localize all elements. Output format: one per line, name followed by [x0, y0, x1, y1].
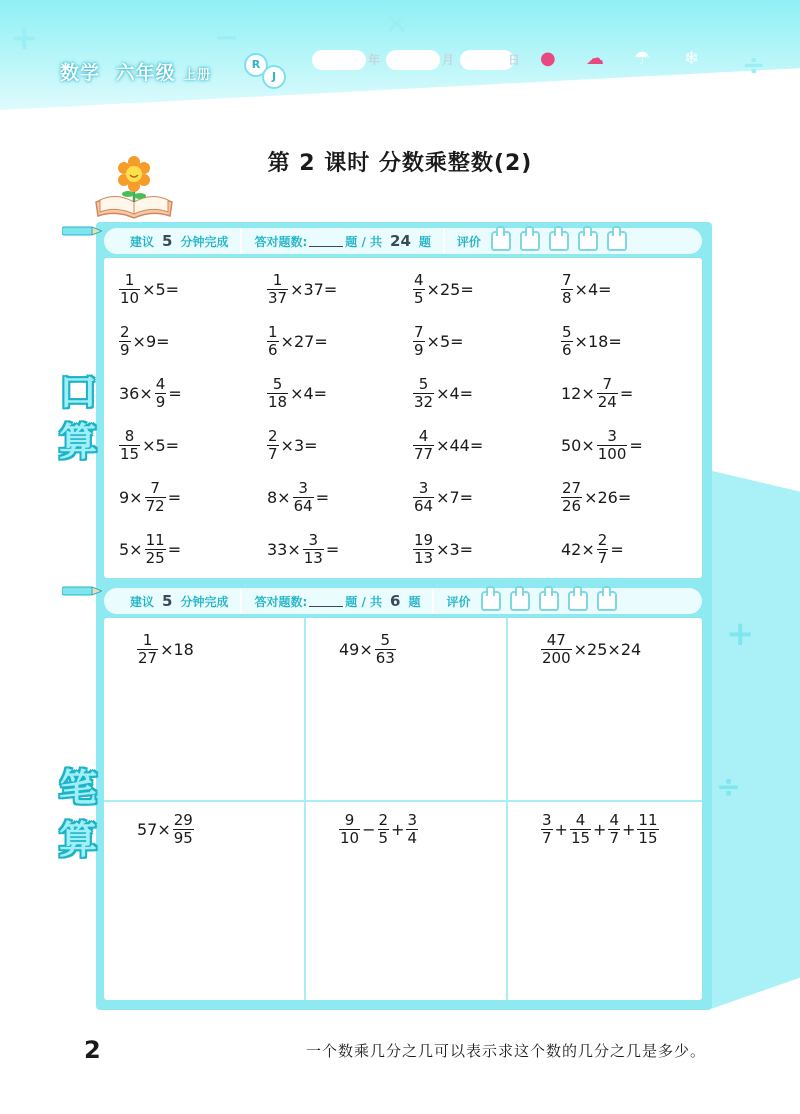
denominator: 7: [542, 829, 552, 847]
oral-info-bar: [104, 228, 702, 254]
rating-label: 评价: [456, 234, 481, 249]
fraction: [413, 376, 434, 411]
denominator: 77: [414, 445, 434, 463]
math-expression: [118, 272, 180, 307]
fraction: [413, 272, 425, 307]
denominator: 18: [268, 393, 288, 411]
fraction: [145, 532, 166, 567]
math-expression: [412, 428, 484, 463]
numerator: 1: [124, 271, 135, 289]
fraction: [597, 428, 628, 463]
operator-text: ×4=: [290, 384, 328, 403]
math-expression: [266, 480, 330, 515]
written-side-char-2: 算: [58, 818, 97, 862]
total-unit: 题: [418, 234, 431, 249]
rating-label: 评价: [446, 594, 471, 609]
denominator: 32: [414, 393, 434, 411]
fraction: [541, 632, 572, 667]
pencil-icon: [62, 224, 102, 238]
thumb-icon[interactable]: [597, 591, 617, 611]
written-rating: [434, 588, 628, 614]
oral-rating: [445, 228, 639, 254]
operator-text: =: [315, 488, 330, 507]
numerator: 7: [414, 323, 424, 341]
denominator: 72: [145, 497, 165, 515]
math-expression: [338, 812, 419, 847]
numerator: 5: [418, 375, 429, 393]
numerator: 3: [607, 427, 617, 445]
suggest-label: 建议: [130, 234, 155, 249]
denominator: 100: [597, 445, 627, 463]
denominator: 64: [414, 497, 434, 515]
math-expression: [118, 376, 183, 411]
numerator: 2: [120, 323, 130, 341]
math-expression: [118, 480, 182, 515]
plus-deco-icon-2: +: [726, 614, 755, 654]
year-field[interactable]: [312, 50, 366, 70]
fraction: [541, 812, 553, 847]
partly-cloudy-icon[interactable]: ☁: [586, 48, 604, 69]
operator-text: 50×: [561, 436, 595, 455]
fraction: [173, 812, 194, 847]
total-count: 6: [390, 592, 401, 610]
denominator: 9: [155, 393, 166, 411]
numerator: 2: [597, 531, 608, 549]
math-expression: [560, 324, 623, 359]
snow-icon[interactable]: ❄: [684, 48, 700, 69]
operator-text: 5×: [119, 540, 143, 559]
operator-text: 8×: [267, 488, 291, 507]
operator-text: 9×: [119, 488, 143, 507]
math-expression: [266, 428, 319, 463]
denominator: 25: [145, 549, 165, 567]
math-expression: [338, 632, 397, 667]
numerator: 4: [414, 271, 424, 289]
fraction: [406, 812, 418, 847]
math-expression: [266, 272, 338, 307]
fraction: [119, 324, 131, 359]
total-label: 题 / 共: [345, 594, 383, 609]
month-field[interactable]: [386, 50, 440, 70]
numerator: 7: [562, 271, 572, 289]
fraction: [561, 480, 582, 515]
suggest-label: 建议: [130, 594, 155, 609]
math-expression: [412, 376, 474, 411]
operator-text: 42×: [561, 540, 595, 559]
numerator: 1: [268, 323, 278, 341]
math-expression: [118, 532, 182, 567]
grade-label: 六年级: [115, 62, 176, 84]
operator-text: ×4=: [436, 384, 474, 403]
denominator: 7: [609, 829, 619, 847]
numerator: 19: [414, 531, 434, 549]
numerator: 3: [308, 531, 319, 549]
page-number: 2: [84, 1036, 101, 1064]
fraction: [413, 532, 434, 567]
flower-book-icon: [92, 156, 176, 222]
denominator: 10: [120, 289, 140, 307]
math-expression: [266, 376, 328, 411]
operator-text: =: [610, 540, 624, 559]
math-expression: [412, 480, 474, 515]
denominator: 64: [293, 497, 313, 515]
fraction: [267, 324, 279, 359]
denominator: 200: [542, 649, 571, 667]
math-expression: [540, 632, 642, 667]
numerator: 3: [298, 479, 308, 497]
numerator: 3: [407, 811, 417, 829]
denominator: 6: [562, 341, 572, 359]
fraction: [637, 812, 658, 847]
badge-r: R: [246, 55, 266, 75]
rain-icon[interactable]: ☂: [634, 48, 651, 69]
numerator: 2: [378, 811, 389, 829]
written-time-suggestion: [104, 588, 242, 614]
numerator: 11: [145, 531, 165, 549]
grid-divider: [304, 618, 306, 1000]
operator-text: ×27=: [280, 332, 328, 351]
numerator: 27: [562, 479, 582, 497]
correct-label: 答对题数:: [254, 594, 308, 609]
fraction: [413, 480, 434, 515]
denominator: 27: [138, 649, 158, 667]
operator-text: =: [168, 384, 182, 403]
fraction: [561, 324, 573, 359]
written-side-char-1: 笔: [58, 766, 97, 810]
denominator: 10: [340, 829, 360, 847]
fraction: [119, 272, 140, 307]
fraction: [608, 812, 620, 847]
written-score: [242, 588, 434, 614]
denominator: 7: [268, 445, 278, 463]
operator-text: ×7=: [436, 488, 474, 507]
math-expression: [136, 632, 195, 667]
divide-deco-icon: ÷: [742, 48, 766, 81]
math-expression: [412, 532, 474, 567]
correct-count-field[interactable]: [309, 236, 343, 247]
operator-text: =: [325, 540, 340, 559]
numerator: 1: [272, 271, 283, 289]
operator-text: ×25×24: [573, 640, 642, 659]
numerator: 4: [609, 811, 619, 829]
fraction: [119, 428, 140, 463]
math-expression: [412, 324, 465, 359]
operator-text: +: [593, 820, 607, 839]
operator-text: =: [167, 540, 182, 559]
denominator: 13: [414, 549, 434, 567]
denominator: 24: [597, 393, 617, 411]
fraction: [413, 428, 434, 463]
operator-text: ×37=: [290, 280, 338, 299]
operator-text: ×5=: [426, 332, 464, 351]
lesson-title: 第 2 课时 分数乘整数(2): [267, 151, 533, 176]
numerator: 47: [546, 631, 566, 649]
denominator: 63: [375, 649, 395, 667]
minutes-unit: 分钟完成: [180, 234, 229, 249]
thumb-icon[interactable]: [578, 231, 598, 251]
denominator: 9: [120, 341, 130, 359]
thumb-icon[interactable]: [549, 231, 569, 251]
fraction: [375, 632, 396, 667]
operator-text: ×5=: [142, 436, 180, 455]
numerator: 7: [150, 479, 160, 497]
correct-count-field[interactable]: [309, 596, 343, 607]
total-count: 24: [390, 232, 411, 250]
operator-text: ×9=: [132, 332, 170, 351]
minutes-unit: 分钟完成: [180, 594, 229, 609]
math-expression: [540, 812, 660, 847]
denominator: 13: [303, 549, 323, 567]
oral-side-char-2: 算: [58, 420, 97, 464]
suggest-minutes: 5: [162, 232, 173, 250]
header-title: [60, 58, 211, 85]
numerator: 9: [344, 811, 355, 829]
volume-label: 上册: [183, 68, 212, 83]
operator-text: 57×: [137, 820, 171, 839]
plus-deco-icon: +: [10, 18, 39, 58]
operator-text: ×18: [160, 640, 194, 659]
numerator: 5: [562, 323, 572, 341]
correct-label: 答对题数:: [254, 234, 308, 249]
operator-text: =: [167, 488, 182, 507]
math-expression: [560, 428, 644, 463]
numerator: 4: [418, 427, 429, 445]
operator-text: ×3=: [436, 540, 474, 559]
minus-deco-icon: −: [214, 20, 240, 55]
numerator: 29: [173, 811, 193, 829]
denominator: 15: [120, 445, 140, 463]
fraction: [267, 428, 279, 463]
numerator: 5: [380, 631, 391, 649]
operator-text: ×4=: [574, 280, 612, 299]
denominator: 7: [597, 549, 608, 567]
fraction: [303, 532, 324, 567]
operator-text: 49×: [339, 640, 373, 659]
math-expression: [560, 480, 632, 515]
operator-text: +: [391, 820, 405, 839]
numerator: 3: [418, 479, 429, 497]
fraction: [378, 812, 390, 847]
denominator: 5: [378, 829, 389, 847]
grid-divider: [506, 618, 508, 1000]
day-field[interactable]: [460, 50, 514, 70]
math-expression: [560, 376, 634, 411]
numerator: 7: [602, 375, 613, 393]
operator-text: ×25=: [426, 280, 474, 299]
thumb-icon[interactable]: [491, 231, 511, 251]
math-expression: [560, 532, 625, 567]
operator-text: +: [622, 820, 636, 839]
denominator: 95: [173, 829, 193, 847]
operator-text: 33×: [267, 540, 301, 559]
footer-tip: 一个数乘几分之几可以表示求这个数的几分之几是多少。: [305, 1042, 706, 1060]
denominator: 4: [407, 829, 417, 847]
right-decoration: [700, 470, 800, 1010]
math-expression: [266, 532, 340, 567]
operator-text: =: [629, 436, 643, 455]
thumb-icon[interactable]: [539, 591, 559, 611]
suggest-minutes: 5: [162, 592, 173, 610]
math-expression: [412, 272, 475, 307]
operator-text: ×3=: [280, 436, 318, 455]
fraction: [561, 272, 573, 307]
fraction: [597, 376, 618, 411]
total-label: 题 / 共: [345, 234, 383, 249]
fraction: [293, 480, 314, 515]
numerator: 2: [268, 427, 278, 445]
numerator: 4: [575, 811, 586, 829]
numerator: 1: [142, 631, 153, 649]
math-expression: [118, 324, 171, 359]
thumb-icon[interactable]: [510, 591, 530, 611]
badge-j: J: [264, 67, 284, 87]
oral-time-suggestion: [104, 228, 242, 254]
numerator: 4: [155, 375, 166, 393]
subject-label: 数学: [60, 62, 101, 84]
month-label: 月: [442, 53, 455, 67]
numerator: 5: [272, 375, 283, 393]
sun-icon[interactable]: ●: [540, 48, 556, 69]
numerator: 3: [542, 811, 552, 829]
denominator: 15: [570, 829, 591, 847]
pencil-icon: [62, 584, 102, 598]
denominator: 37: [268, 289, 288, 307]
thumb-icon[interactable]: [520, 231, 540, 251]
fraction: [137, 632, 158, 667]
written-info-bar: [104, 588, 702, 614]
math-expression: [266, 324, 329, 359]
numerator: 11: [638, 811, 658, 829]
math-expression: [118, 428, 180, 463]
operator-text: −: [362, 820, 376, 839]
denominator: 5: [414, 289, 424, 307]
fraction: [597, 532, 609, 567]
denominator: 15: [638, 829, 658, 847]
fraction: [267, 376, 288, 411]
operator-text: ×5=: [142, 280, 180, 299]
total-unit: 题: [408, 594, 421, 609]
fraction: [267, 272, 288, 307]
divide-deco-icon-2: ÷: [716, 770, 742, 805]
denominator: 8: [562, 289, 572, 307]
math-expression: [560, 272, 613, 307]
fraction: [155, 376, 167, 411]
operator-text: =: [619, 384, 634, 403]
times-deco-icon: ×: [384, 6, 410, 41]
operator-text: 12×: [561, 384, 595, 403]
grid-divider: [104, 800, 702, 802]
denominator: 6: [268, 341, 278, 359]
thumb-icon[interactable]: [607, 231, 627, 251]
math-expression: [136, 812, 195, 847]
denominator: 9: [414, 341, 424, 359]
oral-score: [242, 228, 444, 254]
operator-text: +: [554, 820, 568, 839]
thumb-icon[interactable]: [568, 591, 588, 611]
written-calculation-box: [104, 618, 702, 1000]
numerator: 8: [124, 427, 135, 445]
fraction: [413, 324, 425, 359]
denominator: 26: [562, 497, 582, 515]
fraction: [339, 812, 360, 847]
operator-text: ×44=: [436, 436, 484, 455]
thumb-icon[interactable]: [481, 591, 501, 611]
operator-text: ×26=: [584, 488, 632, 507]
year-label: 年: [368, 53, 381, 67]
oral-side-char-1: 口: [58, 370, 97, 414]
fraction: [570, 812, 591, 847]
operator-text: ×18=: [574, 332, 622, 351]
fraction: [145, 480, 166, 515]
operator-text: 36×: [119, 384, 153, 403]
day-label: 日: [508, 53, 521, 67]
